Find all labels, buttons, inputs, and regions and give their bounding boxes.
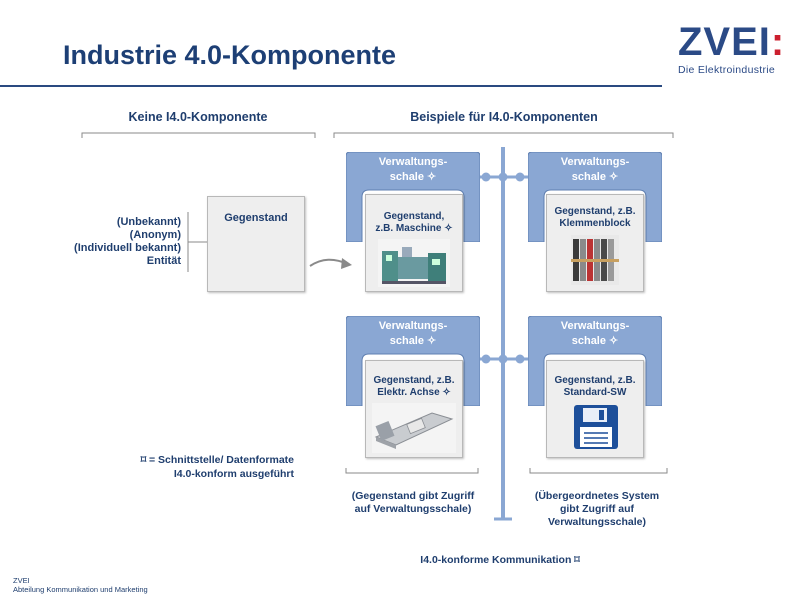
- note-right: (Übergeordnetes System gibt Zugriff auf Verwaltungsschale): [534, 490, 660, 528]
- object-box-terminal-block: [546, 194, 644, 292]
- right-header-bracket: [334, 133, 673, 138]
- electric-axis-image: [372, 403, 456, 453]
- shell-label: Verwaltungs- schale ✧: [378, 320, 448, 347]
- machine-image: [378, 239, 450, 287]
- entity-type: (Individuell bekannt): [74, 242, 181, 254]
- entity-type: (Unbekannt): [116, 216, 181, 228]
- floppy-disk-icon: [574, 405, 618, 449]
- right-section-header: Beispiele für I4.0-Komponenten: [410, 110, 598, 124]
- logo-colon: :: [770, 20, 786, 64]
- shell-label: Verwaltungs- schale ✧: [378, 156, 448, 183]
- bus-node: [516, 355, 525, 364]
- logo-text: ZVEI: [678, 20, 771, 64]
- entity-type: Entität: [146, 255, 181, 267]
- object-label: Gegenstand, z.B. Elektr. Achse ✧: [373, 375, 455, 398]
- transition-arrow-head: [341, 258, 352, 269]
- object-box-standard-sw: [546, 360, 644, 458]
- entity-type: (Anonym): [129, 229, 181, 241]
- bus-node: [516, 173, 525, 182]
- communication-label: I4.0-konforme Kommunikation ⌑: [420, 554, 580, 566]
- bus-node: [499, 173, 508, 182]
- object-label: Gegenstand, z.B. Klemmenblock: [554, 206, 636, 229]
- object-box-machine: [365, 194, 463, 292]
- note-left: (Gegenstand gibt Zugriff auf Verwaltungsschale): [351, 490, 475, 515]
- left-header-bracket: [82, 133, 315, 138]
- entity-type-list: [60, 216, 181, 268]
- shell-label: Verwaltungs- schale ✧: [560, 156, 630, 183]
- footer: ZVEI Abteilung Kommunikation und Marketing: [13, 576, 148, 594]
- logo-subtitle: Die Elektroindustrie: [678, 64, 776, 76]
- object-box-electric-axis: [365, 360, 463, 458]
- bus-node: [499, 355, 508, 364]
- legend: ⌑ = Schnittstelle/ Datenformate I4.0-konform ausgeführt: [140, 454, 294, 480]
- object-label: Gegenstand, z.B. Maschine ✧: [375, 211, 453, 234]
- gegenstand-label: Gegenstand: [224, 212, 288, 224]
- bottom-left-bracket: [346, 468, 478, 473]
- object-label: Gegenstand, z.B. Standard-SW: [554, 375, 636, 398]
- shell-label: Verwaltungs- schale ✧: [560, 320, 630, 347]
- bus-node: [482, 355, 491, 364]
- left-section-header: Keine I4.0-Komponente: [128, 110, 268, 124]
- page-title: Industrie 4.0-Komponente: [63, 40, 397, 70]
- bottom-right-bracket: [530, 468, 667, 473]
- bus-node: [482, 173, 491, 182]
- terminal-block-image: [571, 235, 619, 285]
- gegenstand-box: [207, 196, 305, 292]
